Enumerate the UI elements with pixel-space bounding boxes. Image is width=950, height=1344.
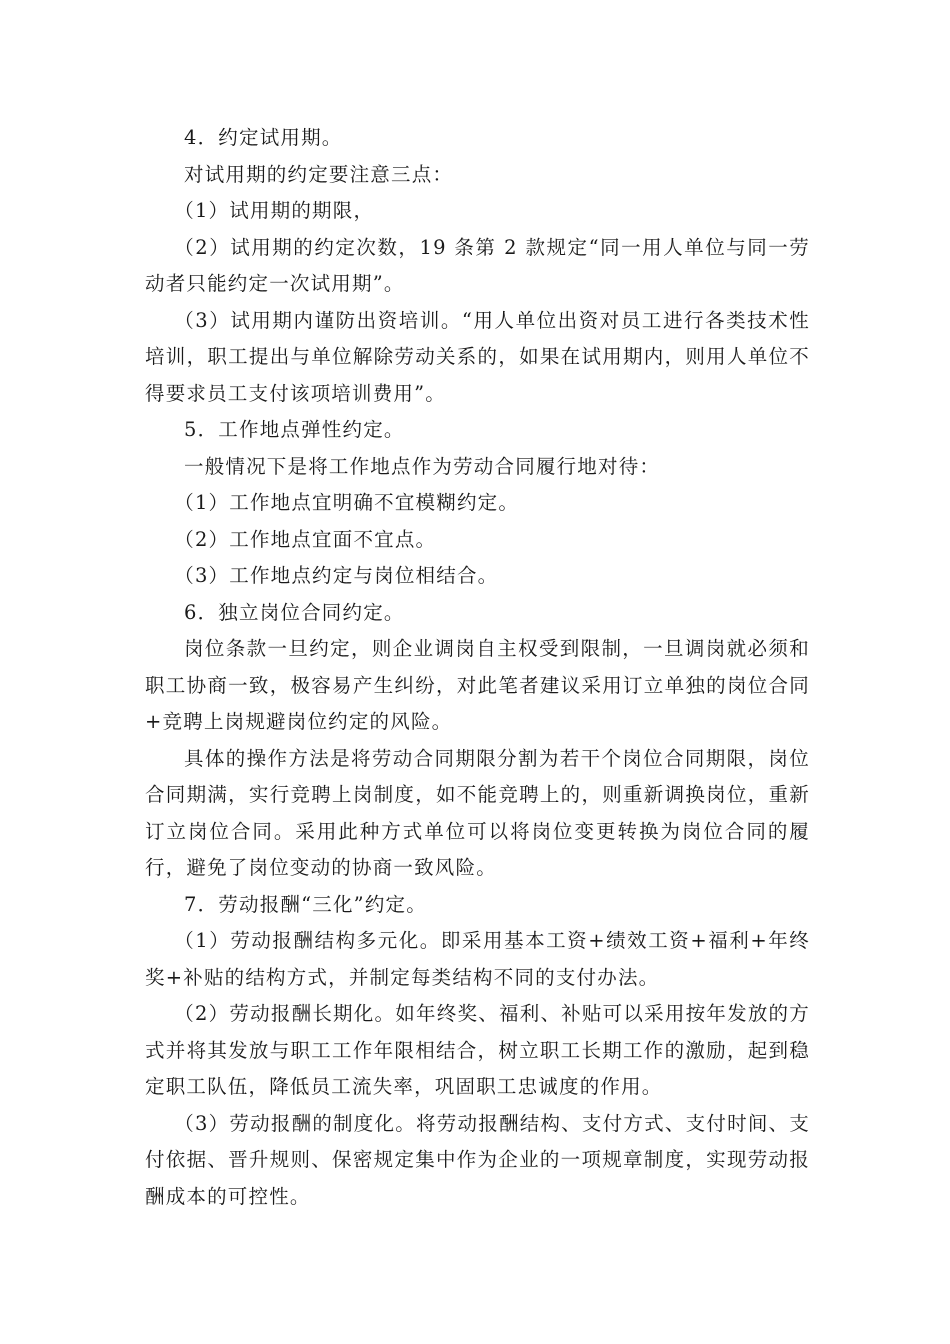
paragraph: 具体的操作方法是将劳动合同期限分割为若干个岗位合同期限，岗位合同期满，实行竞聘上岗制度，如不能竞聘上的，则重新调换岗位，重新订立岗位合同。采用此种方式单位可以将岗位变更转换为岗位合同的履行，避免了岗位变动的协商一致风险。 bbox=[145, 746, 810, 879]
paragraph: 岗位条款一旦约定，则企业调岗自主权受到限制，一旦调岗就必须和职工协商一致，极容易产生纠纷，对此笔者建议采用订立单独的岗位合同+竞聘上岗规避岗位约定的风险。 bbox=[145, 637, 810, 733]
paragraph: 对试用期的约定要注意三点： bbox=[184, 162, 454, 186]
list-item: （3）工作地点约定与岗位相结合。 bbox=[174, 564, 499, 587]
list-item: （1）试用期的期限， bbox=[174, 199, 375, 222]
heading-5: 5．工作地点弹性约定。 bbox=[184, 418, 405, 441]
list-item: （1）劳动报酬结构多元化。即采用基本工资+绩效工资+福利+年终奖+补贴的结构方式，并制定每类结构不同的支付办法。 bbox=[145, 929, 810, 989]
paragraph: 一般情况下是将工作地点作为劳动合同履行地对待： bbox=[184, 454, 661, 478]
list-item: （3）试用期内谨防出资培训。“用人单位出资对员工进行各类技术性培训，职工提出与单位解除劳动关系的，如果在试用期内，则用人单位不得要求员工支付该项培训费用”。 bbox=[145, 308, 810, 405]
heading-7: 7．劳动报酬“三化”约定。 bbox=[184, 892, 427, 916]
list-item: （2）劳动报酬长期化。如年终奖、福利、补贴可以采用按年发放的方式并将其发放与职工工作年限相结合，树立职工长期工作的激励，起到稳定职工队伍，降低员工流失率，巩固职工忠诚度的作用。 bbox=[145, 1002, 810, 1098]
list-item: （2）工作地点宜面不宜点。 bbox=[174, 527, 437, 551]
list-item: （3）劳动报酬的制度化。将劳动报酬结构、支付方式、支付时间、支付依据、晋升规则、保密规定集中作为企业的一项规章制度，实现劳动报酬成本的可控性。 bbox=[145, 1111, 810, 1208]
document-body bbox=[145, 120, 810, 1215]
heading-4: 4．约定试用期。 bbox=[184, 126, 343, 149]
list-item: （1）工作地点宜明确不宜模糊约定。 bbox=[174, 491, 520, 514]
heading-6: 6．独立岗位合同约定。 bbox=[184, 600, 405, 624]
list-item: （2）试用期的约定次数，19 条第 2 款规定“同一用人单位与同一劳动者只能约定一次试用期”。 bbox=[145, 235, 810, 295]
